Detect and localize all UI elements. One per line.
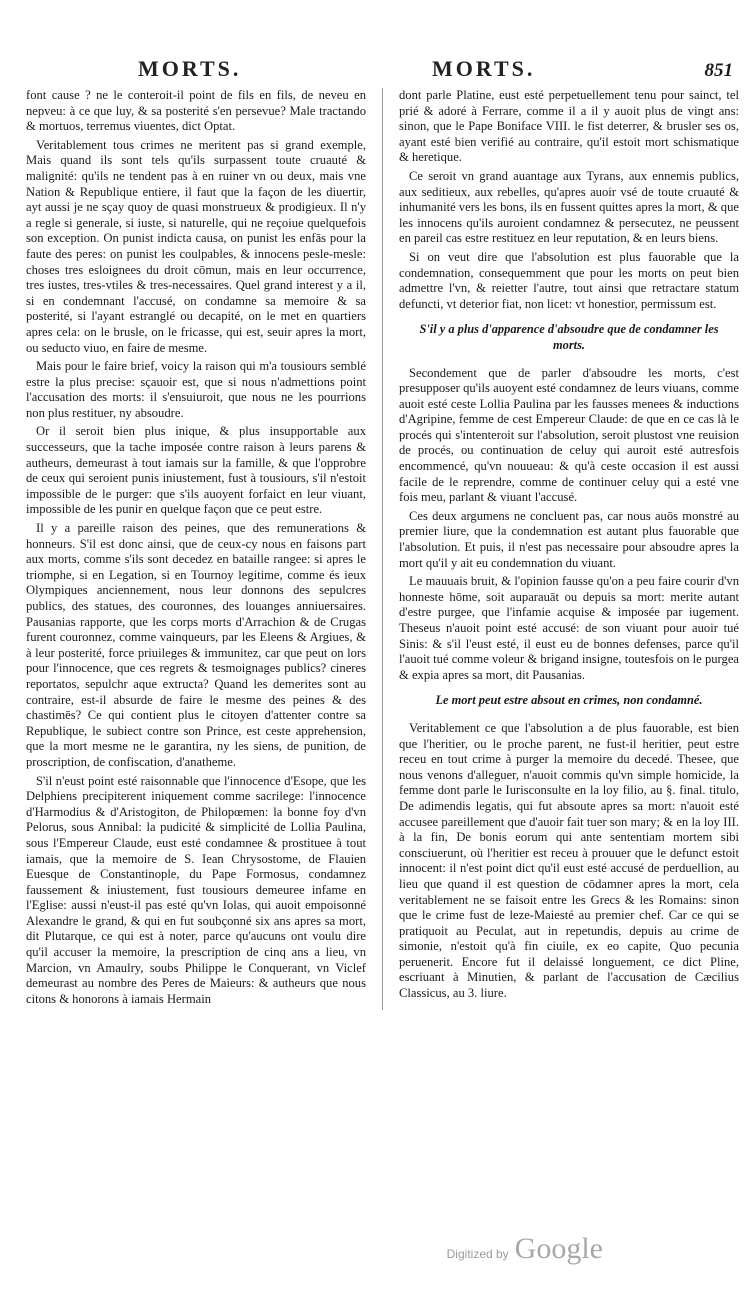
paragraph: Or il seroit bien plus inique, & plus insupportable aux successeurs, que la tache imposée contre raison à leurs parens & autheurs, demeurast à tout iamais sur la famille, & que l'opprobre de ceux qui seroient punis iniustement, fust à tousiours, s'il n'estoit impossible de le purger: que s'ils auoyent forfaict en leur viuant, impossible de les punir en quelque façon que ce peut estre. bbox=[26, 424, 366, 517]
page-number: 851 bbox=[704, 60, 733, 81]
digitization-watermark bbox=[447, 1232, 603, 1266]
text-columns bbox=[26, 88, 739, 1010]
paragraph: dont parle Platine, eust esté perpetuellement tenu pour sainct, tel prié & adoré à Ferrare, comme il a il y auoit plus de vingt ans: sinon, que le Pape Boniface VIII. le fist deterrer, & brusler ses os, ayant esté bien verifié au contraire, qu'il estoit mort schismatique & heretique. bbox=[399, 88, 739, 165]
paragraph: Mais pour le faire brief, voicy la raison qui m'a tousiours semblé estre la plus precise: sçauoir est, que si nous n'admettions point l'accusation des morts: il s'ensuiuroit, que nous ne les pourrions non plus restituer, ny absoudre. bbox=[26, 359, 366, 420]
paragraph: Il y a pareille raison des peines, que des remunerations & honneurs. S'il est donc ainsi, que de ceux-cy nous en faisons part aux morts, comme s'ils sont decedez en bataille rangee: si apres le triomphe, si en Legation, si en Tournoy legitime, comme és ieux Olympiques anciennement, nous leur donnons des sepulcres publics, des statues, des couronnes, des louanges anniuersaires. Pausanias rapporte, que les corps morts d'Arrachion & de Crugas furent couronnez, comme vainqueurs, par les Eleens & Argiues, & à leur posterité, force priuileges & immunitez, car que peut on lors pour l'innocence, que ces regrets & tesmoignages publics? cineres reportatos, sepulchr aque extructa? Quand les demerites sont au contraire, est-il absurde de faire le mesme des peines & des chastimēs? Ce qui contient plus le citoyen d'attenter contre sa Republique, le subiect contre son Prince, est ceste apprehension, que la mort mesme ne le garantira, ny les siens, de punition, de proscription, de confiscation, d'anatheme. bbox=[26, 521, 366, 769]
paragraph: Ce seroit vn grand auantage aux Tyrans, aux ennemis publics, aux seditieux, aux rebelles, qu'apres auoir vsé de toute cruauté & inhumanité vers les bons, ils en fussent quittes apres la mort, & que les innocens qu'ils auroient condamnez & persecutez, ne peussent en pareil cas estre restituez en leur reputation, & en leurs biens. bbox=[399, 168, 739, 246]
section-heading: Le mort peut estre absout en crimes, non condamné. bbox=[435, 693, 703, 708]
paragraph: Si on veut dire que l'absolution est plus fauorable que la condemnation, consequemment que pour les morts on peut bien admettre l'vn, & reietter l'autre, tout ainsi que retractare statum defuncti, vt deterior fiat, non licet: vt honestior, permissum est. bbox=[399, 249, 739, 311]
right-column bbox=[399, 88, 739, 1010]
paragraph: S'il n'eust point esté raisonnable que l'innocence d'Esope, que les Delphiens precipiterent iniquement comme sacrilege: l'innocence d'Harmodius & d'Aristogiton, de Philopœmen: la bonne foy d'vn Pelorus, sous Annibal: la pudicité & simplicité de Lollia Paulina, sous l'Empereur Claude, eust esté condamnee & prostituee à tout iamais, que la memoire de S. Iean Chrysostome, de Flauien Euesque de Constantinople, du Pape Formosus, condamnez faussement & iniustement, fust tousiours demeuree infame en l'Eglise: aussi n'eust-il pas esté qu'vn Iolas, qui auoit empoisonné Alexandre le grand, & qui en fut soubçonné six ans apres sa mort, dit Plutarque, ce qui est à noter, parce qu'aucuns ont voulu dire qu'il accuser la memoire, la prescription de cinq ans a lieu, vn Marcion, vn Amaulry, soubs Philippe le Conquerant, vn Viclef demeurast au nombre des Peres de Maieurs: & autheurs que nous citons & honorons à iamais Hermain bbox=[26, 773, 366, 1006]
running-head-left: MORTS. bbox=[138, 56, 242, 81]
paragraph: Ces deux argumens ne concluent pas, car nous auōs monstré au premier liure, que la condemnation est autant plus fauorable que l'absolution. Et puis, il n'est pas necessaire pour absoudre apres la mort qu'il y ait eu condemnation du viuant. bbox=[399, 508, 739, 570]
digitized-by-label: Digitized by bbox=[446, 1247, 509, 1261]
paragraph: Secondement que de parler d'absoudre les morts, c'est presupposer qu'ils auoyent esté condamnez de leurs viuans, comme auoit esté ceste Lollia Paulina par les fausses menees & inductions d'Agripine, femme de cest Empereur Claude: de que en ce cas là le procés qui s'intenteroit sur l'absolution, seroit plustost vne reuision de procés, ou continuation de celuy qui auroit esté autresfois encommencé, qu'vn nouueau: & qu'à ceste occasion il est aussi facile de le reprendre, comme de continuer celuy qui a esté vne fois meu, parlant & viuant l'accusé. bbox=[399, 365, 739, 505]
paragraph: Le mauuais bruit, & l'opinion fausse qu'on a peu faire courir d'vn honneste hōme, soit auparauāt ou depuis sa mort: merite autant d'estre purgee, que l'infamie acquise & imposée par iugement. Theseus n'auoit point esté accusé: de son viuant pour auoir tué Sinis: & s'il l'eust esté, il eust eu de bonnes defenses, parce qu'il l'auoit tué comme voleur & brigand insigne, toutesfois on le purgea & expia apres sa mort, dit Pausanias. bbox=[399, 574, 739, 682]
paragraph: Veritablement tous crimes ne meritent pas si grand exemple, Mais quand ils sont tels qu'ils surpassent toute cruauté & malignité: qu'ils ne tendent pas à en ruiner vn ou deux, mais vne Nation & Republique entiere, il faut que la façon de les diuertir, ayt aussi je ne sçay quoy de quasi monstrueux & prodigieux. Il n'y a regle si generale, si iuste, si naturelle, qui ne reçoiue quelquefois son exception. On punist indicta causa, on punist les enfās pour la faute des peres: on punist les coulpables, & innocens pesle-mesle: choses tres esloignees du droit cōmun, mais en leur occurrence, tres iustes, tres-vtiles & tres-necessaires. Quel grand interest y a il, si en condemnant l'accusé, on condamne sa memoire & sa posterité, si l'ayant estranglé ou decapité, on le met en quartiers apres cela: on le brusle, on le fricasse, qui est, seuir apres la mort, ou seducto viuo, en faire de mesme. bbox=[26, 137, 366, 355]
google-logo: Google bbox=[514, 1232, 603, 1265]
paragraph: font cause ? ne le conteroit-il point de fils en fils, de neveu en nepveu: à ce que luy, & sa posterité s'en persevue? Male tractando & mortuos, terremus viuentes, dict Optat. bbox=[26, 88, 366, 134]
column-divider bbox=[382, 88, 383, 1010]
left-column bbox=[26, 88, 366, 1010]
section-heading: S'il y a plus d'apparence d'absoudre que de condamner les morts. bbox=[419, 322, 719, 352]
paragraph: Veritablement ce que l'absolution a de plus fauorable, est bien que l'heritier, ou le proche parent, ne fust-il heritier, peut estre receu en tout crime à purger la memoire du decedé. Thesee, que nous venons d'alleguer, n'auoit commis qu'vn simple homicide, la femme dont parle le Iurisconsulte en la loy filio, au §. final. titulo, De adimendis legatis, qui fut absoute apres sa mort: n'auoit esté accusee pareillement que d'auoir fait tuer son mary; & en la loy III. à la fin, De bonis eorum qui ante sententiam mortem sibi consciuerunt, où l'heritier est receu à prouuer que le defunct estoit innocent: il n'est point dict qu'il eust esté accusé de perduellion, au lieu que quand il est question de cōdamner apres la mort, cela veritablement ne se faisoit entre les Grecs & les Romains: sinon que le crime fust de leze-Maiesté au premier chef. Car ce qui se pratiquoit au Peculat, aut in repetundis, depuis au crime de simonie, n'estoit qu'à fin ciuile, ex eo capite, Quo pecunia peruenerit. Encore fut il delaissé longuement, ce dict Pline, escriuant à Minutien, & parlant de l'accusation de Cæcilius Classicus, au 3. liure. bbox=[399, 720, 739, 1001]
running-head-right: MORTS. bbox=[432, 56, 536, 81]
